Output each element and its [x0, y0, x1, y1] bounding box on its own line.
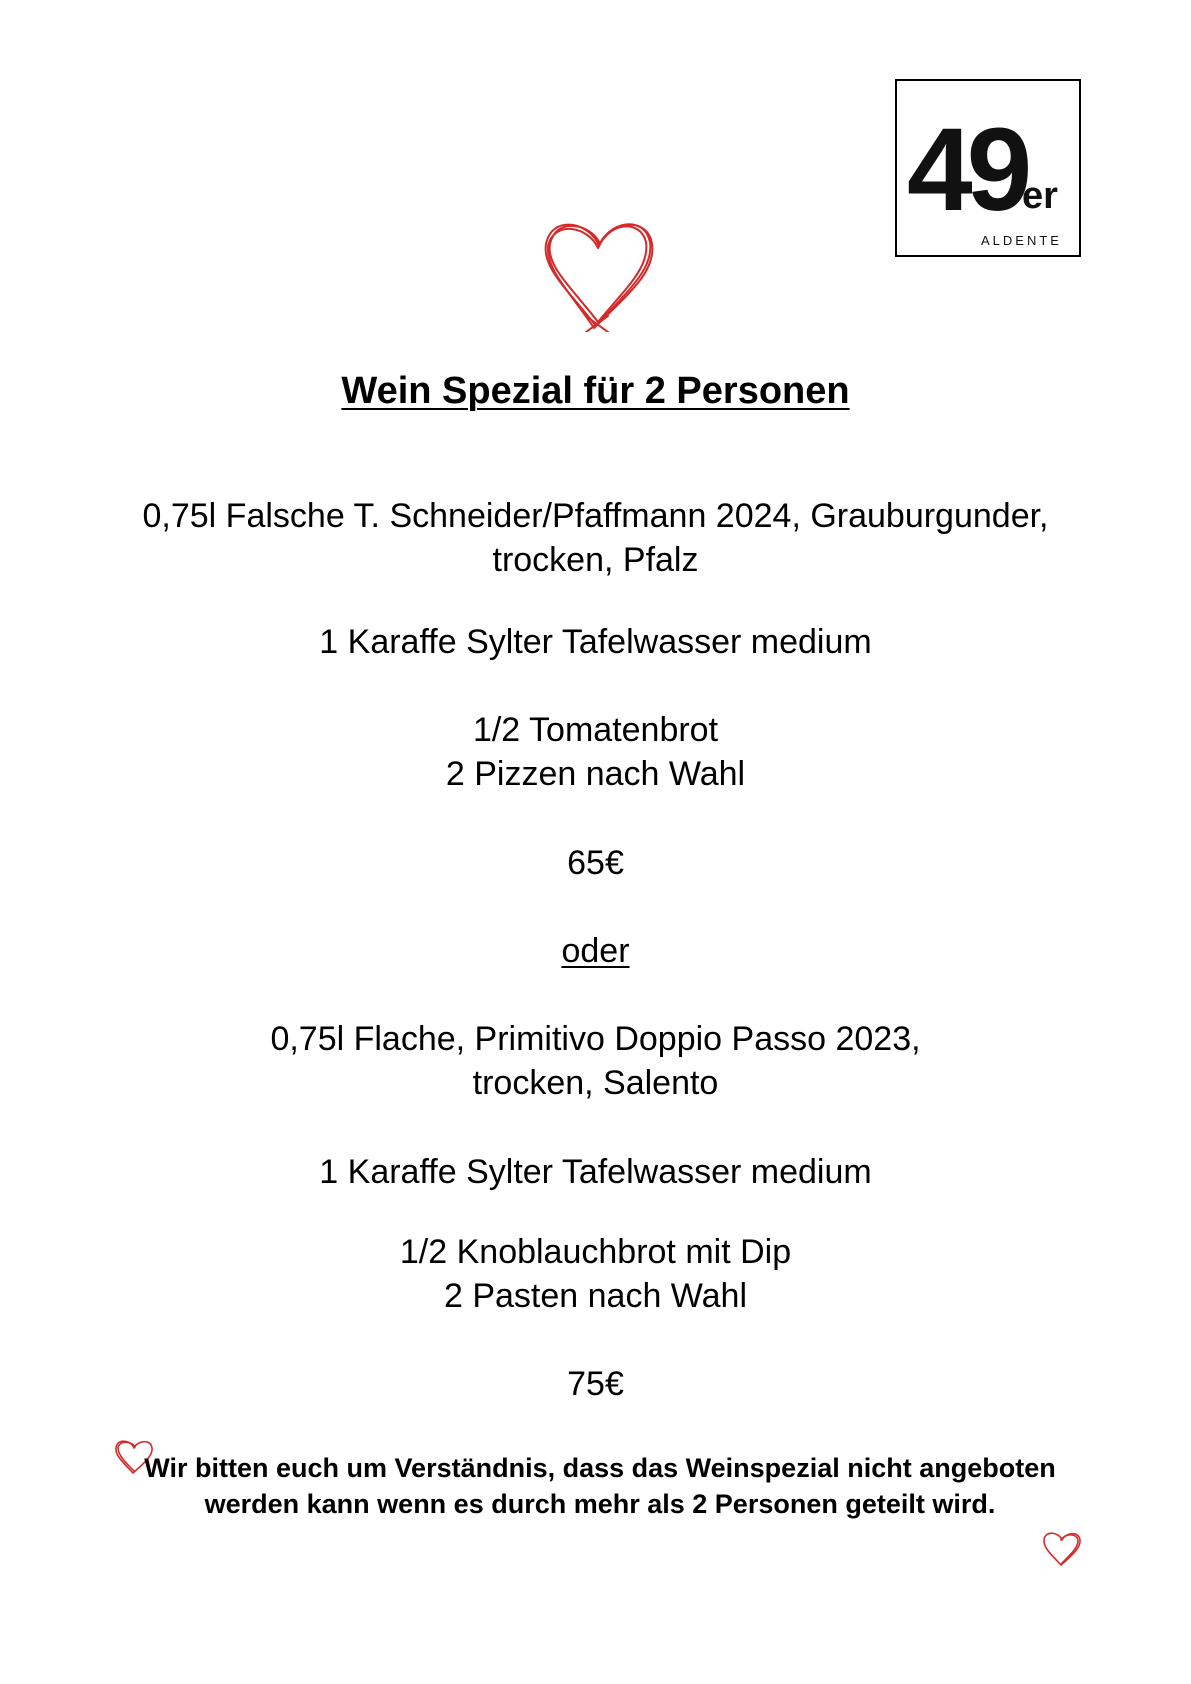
offer1-price: 65€	[567, 844, 624, 882]
separator-or	[0, 929, 1191, 973]
offer1-wine-line2: trocken, Pfalz	[492, 541, 699, 579]
offer2-water: 1 Karaffe Sylter Tafelwasser medium	[319, 1153, 872, 1191]
offer1-water: 1 Karaffe Sylter Tafelwasser medium	[319, 623, 872, 661]
offer2-wine-line2: trocken, Salento	[472, 1064, 719, 1102]
offer2-wine-line1: 0,75l Flache, Primitivo Doppio Passo 2023,	[270, 1020, 921, 1058]
offer1-food-line2: 2 Pizzen nach Wahl	[445, 755, 746, 793]
page-title: Wein Spezial für 2 Personen	[341, 370, 850, 412]
notice-text: Wir bitten euch um Verständnis, dass das Weinspezial nicht angeboten werden kann wenn es durch mehr als 2 Personen geteilt wird.	[144, 1453, 1056, 1519]
separator-text: oder	[561, 932, 630, 970]
logo-49er-aldente	[895, 79, 1081, 257]
offer1-food-line1: 1/2 Tomatenbrot	[472, 711, 719, 749]
heart-outline-icon	[1041, 1528, 1083, 1568]
offer2-food-line2: 2 Pasten nach Wahl	[443, 1277, 748, 1315]
logo-suffix: er	[1022, 175, 1058, 217]
logo-number: 49	[907, 104, 1027, 236]
heart-icon	[538, 208, 660, 332]
offer1-wine-line1: 0,75l Falsche T. Schneider/Pfaffmann 2024, Grauburgunder,	[142, 497, 1049, 535]
offer2-price: 75€	[567, 1365, 624, 1403]
offer2-food-line1: 1/2 Knoblauchbrot mit Dip	[399, 1233, 792, 1271]
logo-subtitle: ALDENTE	[981, 233, 1062, 248]
